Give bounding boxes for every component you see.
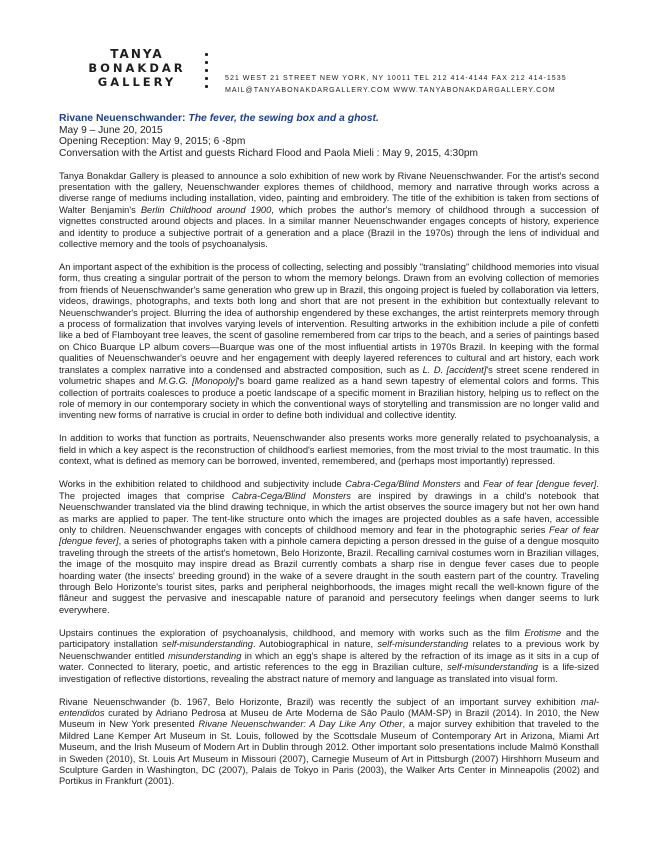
artist-name: Rivane Neuenschwander:: [59, 113, 189, 124]
letterhead-email-web: MAIL@TANYABONAKDARGALLERY.COM WWW.TANYABONAKDARGALLERY.COM: [225, 86, 556, 94]
paragraph-biography: Rivane Neuenschwander (b. 1967, Belo Horizonte, Brazil) was recently the subject of an important survey exhibition mal-entendidos curated by Adriano Pedrosa at Museu de Arte Moderna de São Paulo (MAM-SP) in Brazil (2014). In 2010, the New Museum in New York presented Rivane Neuenschwander: A Day Like Any Other, a major survey exhibition that traveled to the Mildred Lane Kemper Art Museum in St. Louis, followed by the Scottsdale Museum of Contemporary Art in Arizona, Miami Art Museum, and the Irish Museum of Modern Art in Dublin through 2012. Other important solo presentations include Malmö Konsthall in Sweden (2010), St. Louis Art Museum in Missouri (2007), Carnegie Museum of Art in Pittsburgh (2007) Hirshhorn Museum and Sculpture Garden in Washington, DC (2007), Palais de Tokyo in Paris (2003), the Walker Arts Center in Minneapolis (2002) and Portikus in Frankfurt (2001).: [59, 696, 600, 787]
letterhead-contact: [225, 72, 567, 96]
press-release-body: [59, 113, 599, 800]
gallery-logo: [78, 47, 196, 89]
letterhead-divider-dots: [205, 53, 209, 93]
opening-reception: Opening Reception: May 9, 2015; 6 -8pm: [59, 136, 246, 147]
paragraph-childhood-works: Works in the exhibition related to childhood and subjectivity include Cabra-Cega/Blind Monsters and Fear of fear [dengue fever]. The projected images that comprise Cabra-Cega/Blind Monsters are inspired by drawings in a child's notebook that Neuenschwander translated via the blind drawing technique, in which the artist observes the source imagery but not her own hand as marks are applied to paper. The tent-like structure onto which the images are projected doubles as a safe haven, accessible only to children. Neuenschwander engages with concepts of childhood memory and fear in the photographic series Fear of fear [dengue fever], a series of photographs taken with a pinhole camera depicting a person dressed in the guise of a dengue mosquito traveling through the streets of the artist's hometown, Belo Horizonte, Brazil. Recalling carnival costumes worn in Brazilian villages, the image of the mosquito may inspire dread as Brazil currently combats a sharp rise in dengue fever cases due to people hoarding water (the insects' breeding ground) in the wake of a severe draught in the south eastern part of the country. Traveling through Belo Horizonte's tourist sites, parks and peripheral neighborhoods, the images might recall the well-known figure of the flâneur and suggest the pervasive and inescapable nature of paranoid and persecutory feelings when danger seems to lurk everywhere.: [59, 479, 600, 615]
logo-line-3: GALLERY: [97, 75, 177, 89]
logo-line-1: TANYA: [110, 47, 164, 61]
paragraph-intro: Tanya Bonakdar Gallery is pleased to announce a solo exhibition of new work by Rivane Neuenschwander. For the artist's second presentation with the gallery, Neuenschwander explores themes of childhood, memory and narrative through works across a diverse range of mediums including installation, video, painting and embroidery. The title of the exhibition is taken from sections of Walter Benjamin's Berlin Childhood around 1900, which probes the author's memory of childhood through a succession of vignettes constructed around objects and places. In a similar manner Neuenschwander engages concepts of history, experience and identity to produce a subjective portrait of a generation and a place (Brazil in the 1970s) through the lens of individual and collective memory and the tools of psychoanalysis.: [59, 170, 599, 249]
exhibition-title: The fever, the sewing box and a ghost.: [188, 113, 379, 124]
logo-line-2: BONAKDAR: [88, 61, 186, 75]
conversation-info: Conversation with the Artist and guests Richard Flood and Paola Mieli : May 9, 2015, 4:30pm: [59, 147, 479, 159]
exhibition-heading: [59, 113, 599, 125]
paragraph-upstairs: Upstairs continues the exploration of psychoanalysis, childhood, and memory with works such as the film Erotisme and the participatory installation self-misunderstanding. Autobiographical in nature, self-misunderstanding relates to a previous work by Neuenschwander entitled misunderstanding in which an egg's shape is altered by the refraction of its image as it sits in a cup of water. Connected to literary, poetic, and artistic references to the egg in Brazilian culture, self-misunderstanding is a life-sized investigation of reflective distortions, revealing the abstract nature of memory and language as translated into visual form.: [59, 627, 600, 684]
letterhead-address: 521 WEST 21 STREET NEW YORK, NY 10011 TEL 212 414-4144 FAX 212 414-1535: [225, 74, 567, 82]
paragraph-psychoanalysis: In addition to works that function as portraits, Neuenschwander also presents works more generally related to psychoanalysis, a field in which a key aspect is the reconstruction of childhood's earliest memories, from the most trivial to the most traumatic. In this context, what is defined as memory can be borrowed, invented, remembered, and (perhaps most importantly) repressed.: [59, 433, 599, 467]
paragraph-memories: An important aspect of the exhibition is the process of collecting, selecting and possibly "translating" childhood memories into visual form, thus creating a singular portrait of the person to whom the memory belongs. Drawn from an evolving collection of memories from friends of Neuenschwander's same generation who grew up in Brazil, this ongoing project is fueled by collaboration via letters, videos, drawings, photographs, and texts both long and short that are not present in the exhibition but contextually relevant to Neuenschwander's project. Blurring the idea of authorship engendered by these exchanges, the artist reinterprets memory through a process of formalization that involves varying levels of intervention. Resulting artworks in the exhibition include a pile of confetti like a bed of Flamboyant tree leaves, the scent of gasoline remembered from car trips to the beach, and a series of paintings based on Chico Buarque LP album covers—Buarque was one of the most influential artists in 1970s Brazil. In keeping with the formal qualities of Neuenschwander's oeuvre and her engagement with deeply layered references to cultural and art history, each work translates a complex narrative into a condensed and abstracted composition, such as L. D. [accident]'s street scene rendered in volumetric shapes and M.G.G. [Monopoly]'s board game realized as a hand sewn tapestry of elemental colors and forms. This collection of portraits coalesces to produce a poetic landscape of a specific moment in Brazilian history, helping us to reflect on the role of memory in our contemporary society in which the conventional ways of storytelling and transmission are no longer valid and inventing new forms of narrative is crucial in order to define both individual and collective identity.: [59, 262, 599, 421]
exhibition-dates: May 9 – June 20, 2015: [59, 124, 163, 136]
